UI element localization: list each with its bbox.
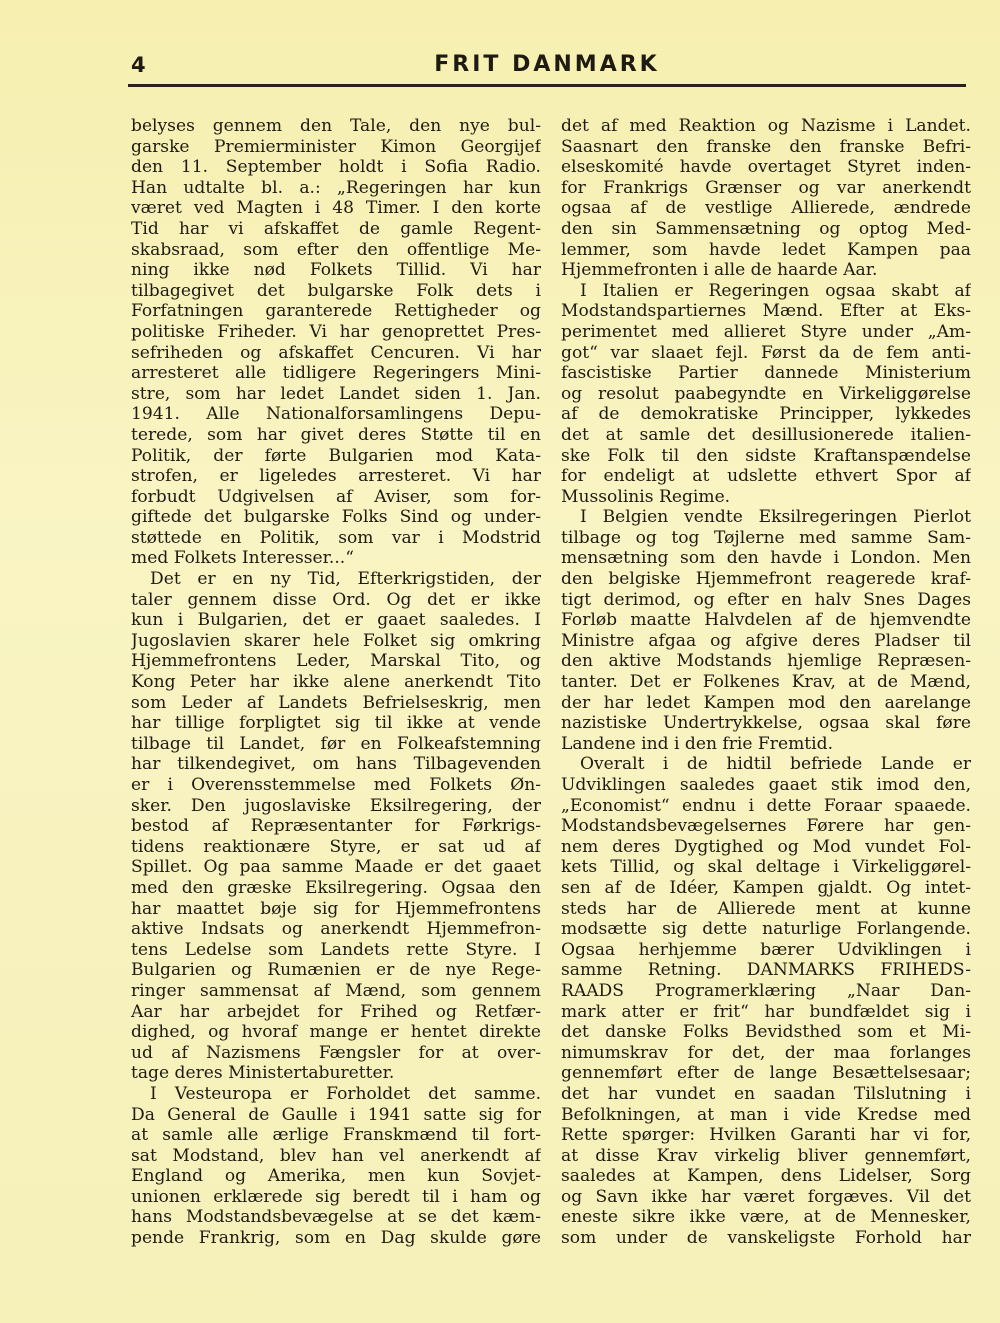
text-line: giftede det bulgarske Folks Sind og under-	[131, 507, 541, 528]
text-line: strofen, er ligeledes arresteret. Vi har	[131, 466, 541, 487]
text-line: I Italien er Regeringen ogsaa skabt af	[580, 280, 971, 301]
page-number: 4	[131, 53, 147, 77]
text-line: Det er en ny Tid, Efterkrigstiden, der	[150, 569, 541, 590]
text-line: af de demokratiske Principper, lykkedes	[561, 404, 971, 425]
text-line: aktive Indsats og anerkendt Hjemmefron-	[131, 919, 541, 940]
text-line: unionen erklærede sig beredt til i ham og	[131, 1186, 541, 1207]
text-line: steds har de Allierede ment at kunne	[561, 898, 971, 919]
text-line: samme Retning. DANMARKS FRIHEDS-	[561, 960, 971, 981]
text-line: Forløb maatte Halvdelen af de hjemvendte	[561, 610, 971, 631]
text-line: for endeligt at udslette ethvert Spor af	[561, 466, 971, 487]
text-line: Saasnart den franske den franske Befri-	[561, 136, 971, 157]
text-line: Forfatningen garanterede Rettigheder og	[131, 301, 541, 322]
text-line: det at samle det desillusionerede italien-	[561, 424, 971, 445]
text-line: tage deres Ministertaburetter.	[131, 1063, 395, 1084]
text-line: det har vundet en saadan Tilslutning i	[561, 1083, 971, 1104]
text-line: arresteret alle tidligere Regeringers Mini-	[131, 363, 541, 384]
text-line: Rette spørger: Hvilken Garanti har vi for,	[561, 1125, 971, 1146]
text-line: Kong Peter har ikke alene anerkendt Tito	[131, 672, 541, 693]
text-line: har maattet bøje sig for Hjemmefrontens	[131, 898, 541, 919]
text-line: England og Amerika, men kun Sovjet-	[131, 1166, 541, 1187]
text-line: ringer sammensat af Mænd, som gennem	[131, 980, 541, 1001]
text-line: der har ledet Kampen mod den aarelange	[561, 692, 971, 713]
text-line: dighed, og hvoraf mange er hentet direkte	[131, 1022, 541, 1043]
publication-title: FRIT DANMARK	[434, 52, 660, 77]
text-line: mark atter er frit“ har bundfældet sig i	[561, 1001, 971, 1022]
text-line: bestod af Repræsentanter for Førkrigs-	[131, 816, 541, 837]
text-line: eneste sikre ikke være, at de Mennesker,	[561, 1207, 971, 1228]
text-line: tilbage og tog Tøjlerne med samme Sam-	[561, 527, 971, 548]
text-line: Han udtalte bl. a.: „Regeringen har kun	[131, 177, 541, 198]
text-line: ud af Nazismens Fængsler for at over-	[131, 1042, 541, 1063]
text-line: tilbagegivet det bulgarske Folk dets i	[131, 280, 541, 301]
text-line: ogsaa af de vestlige Allierede, ændrede	[561, 198, 971, 219]
text-line: Tid har vi afskaffet de gamle Regent-	[131, 218, 541, 239]
text-line: Landene ind i den frie Fremtid.	[561, 733, 834, 754]
text-line: kun i Bulgarien, det er gaaet saaledes. I	[131, 610, 541, 631]
text-line: got“ var slaaet fejl. Først da de fem anti-	[561, 342, 971, 363]
text-line: at disse Krav virkelig bliver gennemført,	[561, 1145, 971, 1166]
text-line: belyses gennem den Tale, den nye bul-	[131, 116, 541, 136]
text-line: tigt derimod, og efter en halv Snes Dages	[561, 589, 971, 610]
text-line: modsætte sig dette naturlige Forlangende.	[561, 919, 971, 940]
text-line: Befolkningen, at man i vide Kredse med	[561, 1104, 971, 1125]
text-line: Mussolinis Regime.	[561, 486, 731, 507]
text-line: RAADS Programerklæring „Naar Dan-	[561, 980, 971, 1001]
text-line: er i Overensstemmelse med Folkets Øn-	[131, 775, 541, 795]
text-line: med den græske Eksilregering. Ogsaa den	[131, 877, 541, 898]
text-line: Ogsaa herhjemme bærer Udviklingen i	[561, 939, 971, 960]
text-line: været ved Magten i 48 Timer. I den korte	[131, 198, 541, 219]
text-line: Jugoslavien skarer hele Folket sig omkring	[131, 630, 541, 651]
text-line: som Leder af Landets Befrielseskrig, men	[131, 692, 541, 713]
text-line: Hjemmefronten i alle de haarde Aar.	[561, 260, 878, 281]
text-line: elseskomité havde overtaget Styret inden-	[561, 157, 971, 178]
text-line: ning ikke nød Folkets Tillid. Vi har	[131, 260, 541, 281]
text-line: og resolut paabegyndte en Virkeliggørelse	[561, 383, 971, 404]
text-line: som under de vanskeligste Forhold har	[561, 1228, 971, 1249]
text-line: sat Modstand, blev han vel anerkendt af	[131, 1145, 541, 1166]
text-line: har tilkendegivet, om hans Tilbagevenden	[131, 754, 541, 775]
text-line: I Belgien vendte Eksilregeringen Pierlot	[580, 507, 971, 528]
text-line: Bulgarien og Rumænien er de nye Rege-	[131, 960, 541, 981]
left-column	[131, 116, 541, 1249]
text-line: politiske Friheder. Vi har genoprettet Pres-	[131, 321, 541, 342]
text-line: nimumskrav for det, der maa forlanges	[561, 1042, 971, 1063]
text-line: lemmer, som havde ledet Kampen paa	[561, 239, 971, 260]
text-line: Ministre afgaa og afgive deres Pladser til	[561, 630, 971, 651]
text-line: mensætning som den havde i London. Men	[561, 548, 971, 569]
text-line: kets Tillid, og skal deltage i Virkeliggørel-	[561, 857, 971, 878]
text-line: I Vesteuropa er Forholdet det samme.	[150, 1083, 541, 1104]
text-line: tidens reaktionære Styre, er sat ud af	[131, 836, 541, 857]
text-line: taler gennem disse Ord. Og det er ikke	[131, 589, 541, 610]
text-line: terede, som har givet deres Støtte til en	[131, 424, 541, 445]
text-line: for Frankrigs Grænser og var anerkendt	[561, 177, 971, 198]
text-line: hans Modstandsbevægelse at se det kæm-	[131, 1207, 541, 1228]
header-rule	[128, 84, 966, 87]
text-line: tanter. Det er Folkenes Krav, at de Mænd,	[561, 672, 971, 693]
text-line: Hjemmefrontens Leder, Marskal Tito, og	[131, 651, 541, 672]
text-line: Spillet. Og paa samme Maade er det gaaet	[131, 857, 541, 878]
text-line: nem deres Dygtighed og Mod vundet Fol-	[561, 836, 971, 857]
text-line: at samle alle ærlige Franskmænd til fort-	[131, 1125, 541, 1146]
text-line: gennemført efter de lange Besættelsesaar;	[561, 1063, 971, 1084]
right-column	[561, 116, 971, 1249]
text-line: Da General de Gaulle i 1941 satte sig for	[131, 1104, 541, 1125]
text-line: nazistiske Undertrykkelse, ogsaa skal føre	[561, 713, 971, 734]
text-line: det danske Folks Bevidsthed som et Mi-	[561, 1022, 971, 1043]
text-line: garske Premierminister Kimon Georgijef	[131, 136, 541, 157]
text-line: ske Folk til den sidste Kraftanspændelse	[561, 445, 971, 466]
text-line: sen af de Idéer, Kampen gjaldt. Og intet-	[561, 877, 971, 898]
text-line: den aktive Modstands hjemlige Repræsen-	[561, 651, 971, 672]
text-line: sker. Den jugoslaviske Eksilregering, der	[131, 795, 541, 816]
text-line: Udviklingen saaledes gaaet stik imod den,	[561, 775, 971, 795]
text-line: Aar har arbejdet for Frihed og Retfær-	[131, 1001, 541, 1022]
text-line: skabsraad, som efter den offentlige Me-	[131, 239, 541, 260]
page-header	[128, 50, 966, 86]
text-line: stre, som har ledet Landet siden 1. Jan.	[131, 383, 541, 404]
text-line: Modstandsbevægelsernes Førere har gen-	[561, 816, 971, 837]
text-line: Modstandspartiernes Mænd. Efter at Eks-	[561, 301, 971, 322]
text-line: 1941. Alle Nationalforsamlingens Depu-	[131, 404, 541, 425]
text-line: med Folkets Interesser...“	[131, 548, 354, 569]
text-line: „Economist“ endnu i dette Foraar spaaede.	[561, 795, 971, 816]
text-line: har tillige forpligtet sig til ikke at vende	[131, 713, 541, 734]
text-line: pende Frankrig, som en Dag skulde gøre	[131, 1228, 541, 1249]
text-line: sefriheden og afskaffet Cencuren. Vi har	[131, 342, 541, 363]
text-line: tens Ledelse som Landets rette Styre. I	[131, 939, 541, 960]
text-line: den belgiske Hjemmefront reagerede kraf-	[561, 569, 971, 590]
text-line: og Savn ikke har været forgæves. Vil det	[561, 1186, 971, 1207]
text-line: den sin Sammensætning og optog Med-	[561, 218, 971, 239]
text-line: forbudt Udgivelsen af Aviser, som for-	[131, 486, 541, 507]
text-line: det af med Reaktion og Nazisme i Landet.	[561, 116, 971, 136]
text-line: tilbage til Landet, før en Folkeafstemning	[131, 733, 541, 754]
text-line: Politik, der førte Bulgarien mod Kata-	[131, 445, 541, 466]
text-line: støttede en Politik, som var i Modstrid	[131, 527, 541, 548]
text-line: fascistiske Partier dannede Ministerium	[561, 363, 971, 384]
text-line: saaledes at Kampen, dens Lidelser, Sorg	[561, 1166, 971, 1187]
text-line: perimentet med allieret Styre under „Am-	[561, 321, 971, 342]
text-line: Overalt i de hidtil befriede Lande er	[580, 754, 971, 775]
text-line: den 11. September holdt i Sofia Radio.	[131, 157, 541, 178]
